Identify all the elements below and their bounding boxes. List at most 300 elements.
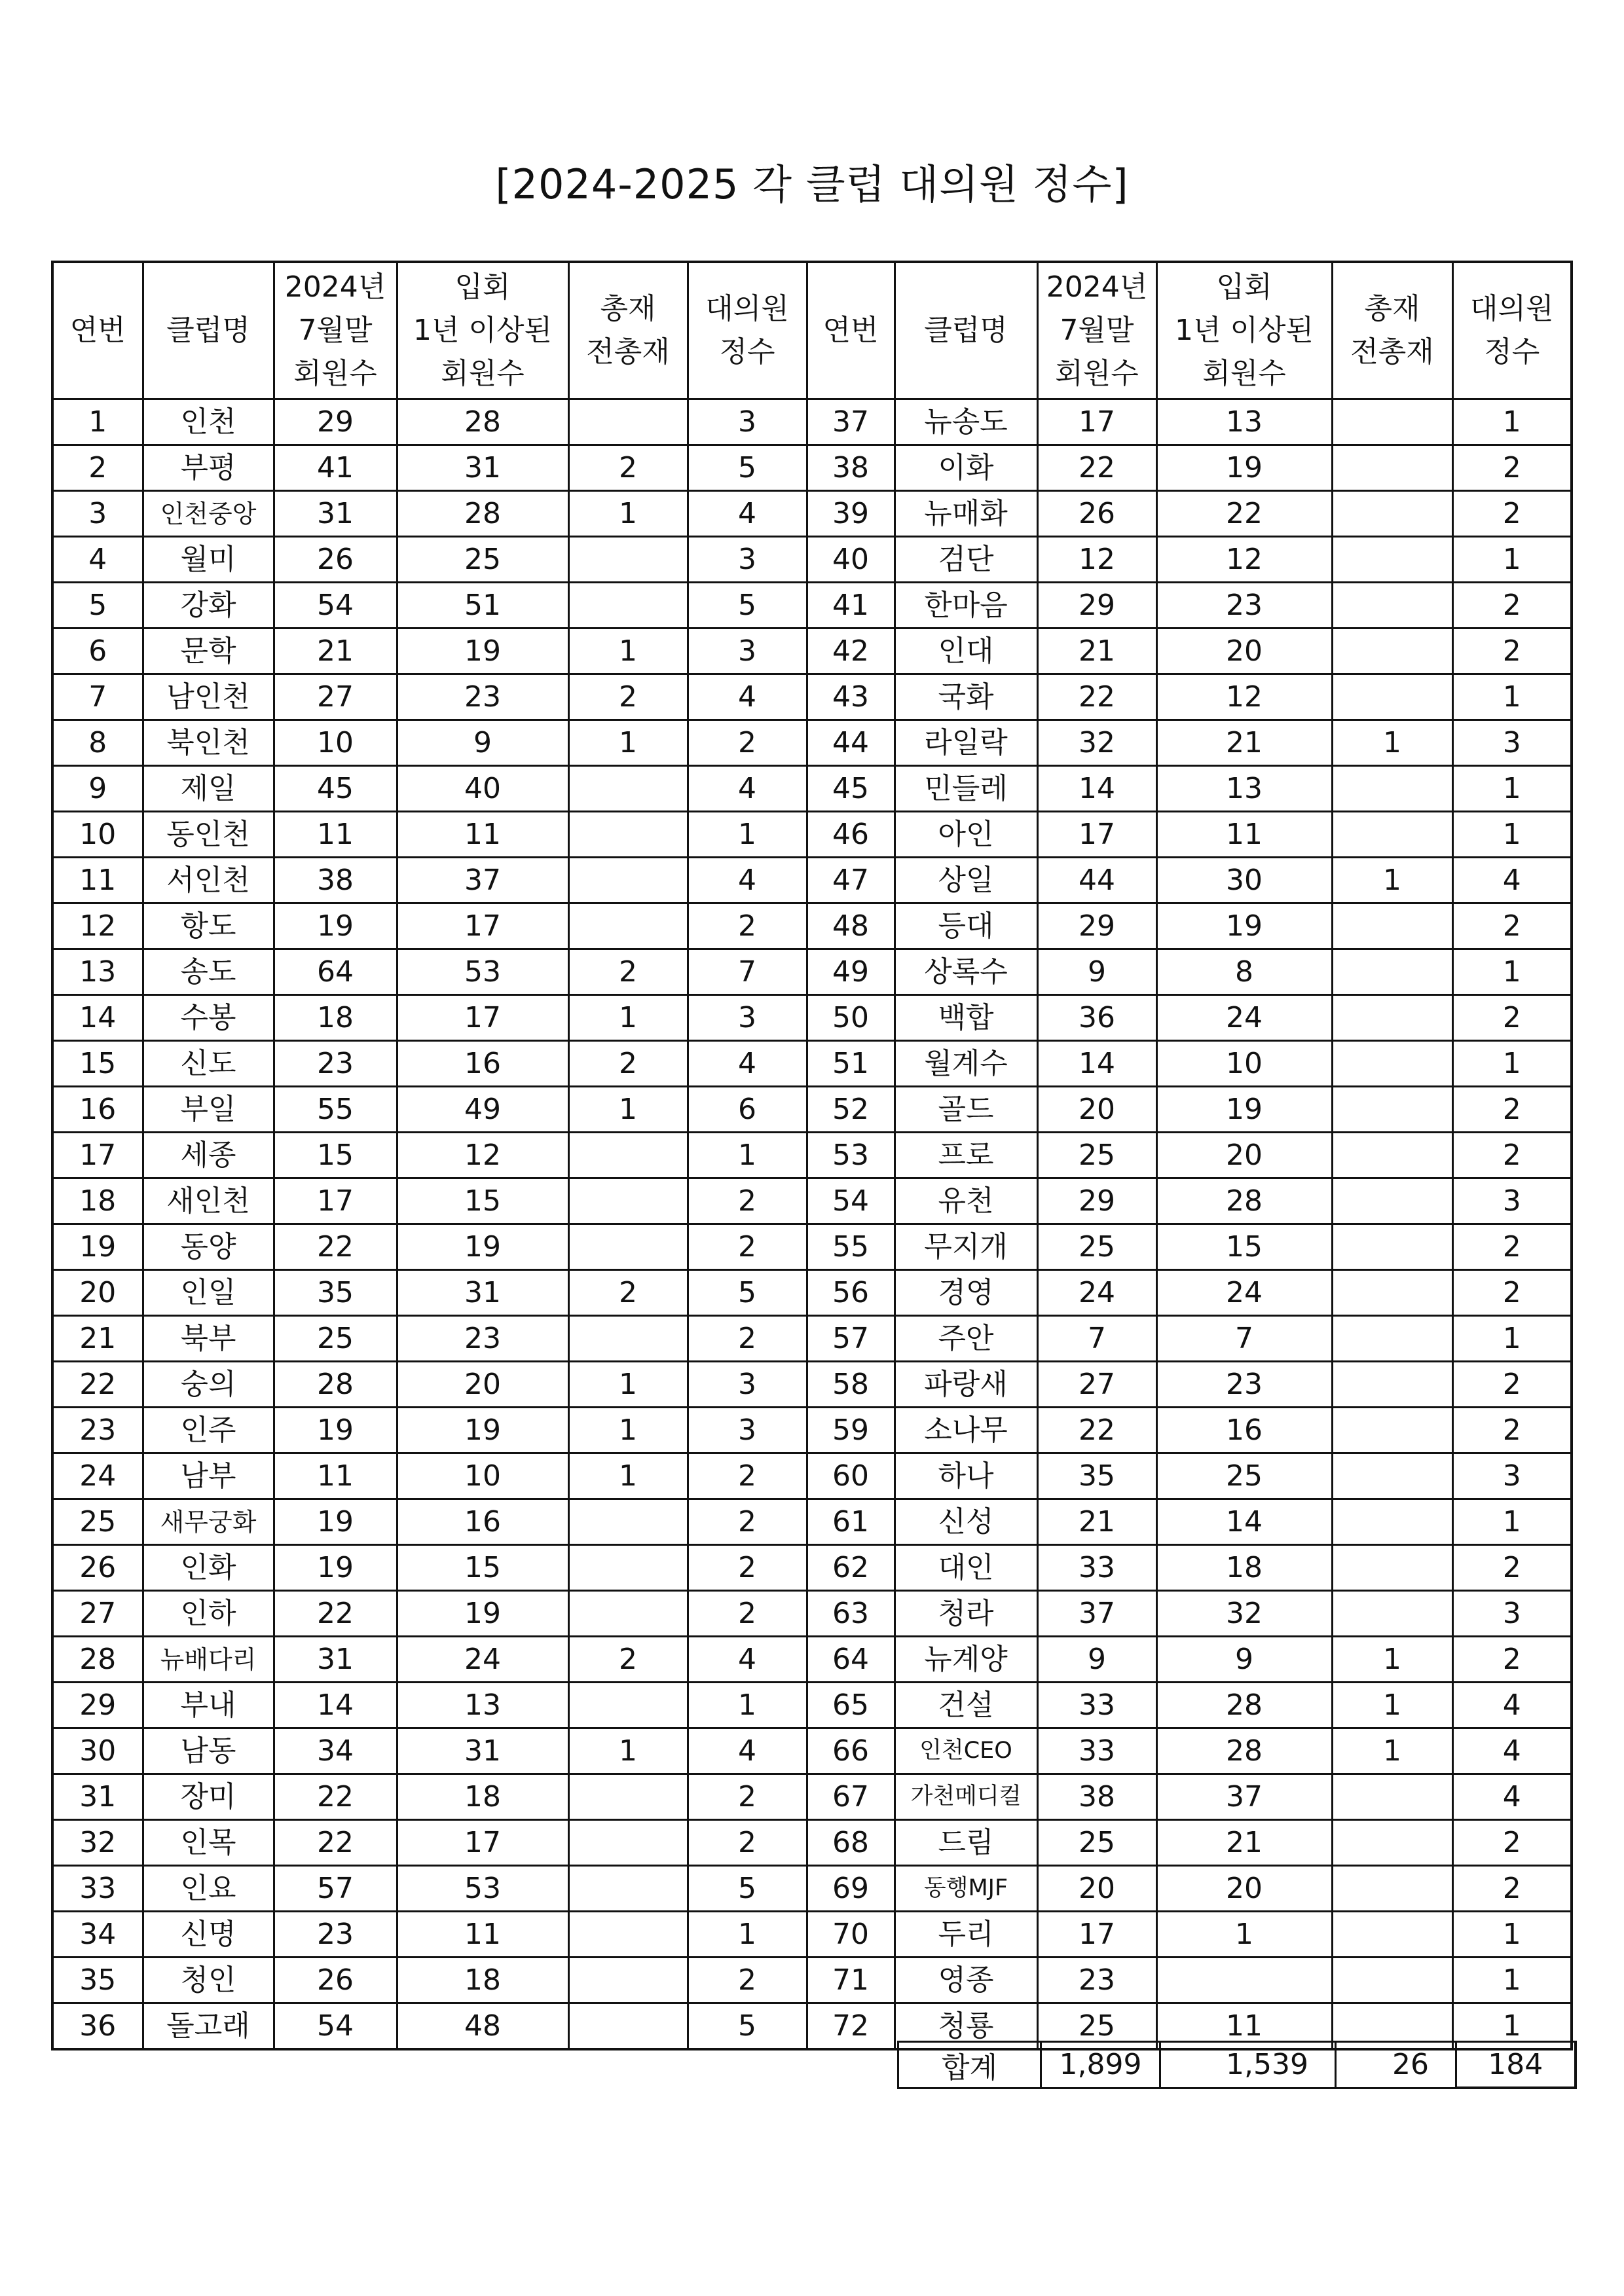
right-cell-members-2024: 35 [1037,1453,1156,1499]
right-cell-transfer [1332,995,1452,1041]
left-cell-delegates: 2 [688,1316,807,1362]
left-cell-no: 11 [52,858,143,903]
right-cell-no: 56 [807,1270,895,1316]
right-cell-members-1yr: 8 [1156,949,1332,995]
right-cell-delegates: 2 [1452,1224,1572,1270]
left-cell-delegates: 4 [688,1637,807,1683]
left-cell-transfer [568,1499,688,1545]
table-row [52,1820,1572,1866]
table-row [52,537,1572,583]
left-cell-members-2024: 11 [274,812,397,858]
right-cell-transfer [1332,445,1452,491]
left-cell-club: 인목 [143,1820,274,1866]
left-cell-delegates: 2 [688,1453,807,1499]
right-cell-members-1yr: 28 [1156,1683,1332,1728]
left-cell-members-1yr: 31 [397,1270,568,1316]
right-cell-no: 48 [807,903,895,949]
right-cell-club: 유천 [895,1178,1037,1224]
right-cell-transfer [1332,1958,1452,2003]
left-cell-delegates: 2 [688,1591,807,1637]
left-cell-delegates: 4 [688,1041,807,1087]
left-cell-transfer: 2 [568,1637,688,1683]
right-cell-delegates: 2 [1452,995,1572,1041]
left-cell-transfer: 1 [568,1408,688,1453]
page-title: [2024-2025 각 클럽 대의원 정수] [495,160,1129,208]
right-cell-delegates: 1 [1452,766,1572,812]
left-cell-members-2024: 35 [274,1270,397,1316]
right-cell-club: 하나 [895,1453,1037,1499]
left-cell-transfer [568,1774,688,1820]
right-cell-delegates: 1 [1452,674,1572,720]
left-cell-no: 10 [52,812,143,858]
left-cell-club: 신명 [143,1912,274,1958]
right-cell-no: 70 [807,1912,895,1958]
left-cell-transfer [568,1820,688,1866]
left-cell-transfer [568,1316,688,1362]
right-cell-transfer [1332,1087,1452,1133]
right-cell-transfer [1332,1591,1452,1637]
left-cell-members-1yr: 12 [397,1133,568,1178]
left-cell-club: 인요 [143,1866,274,1912]
right-cell-members-1yr: 23 [1156,583,1332,629]
left-cell-club: 문학 [143,629,274,674]
left-cell-no: 15 [52,1041,143,1087]
right-cell-transfer [1332,629,1452,674]
right-cell-members-1yr: 25 [1156,1453,1332,1499]
left-cell-members-1yr: 15 [397,1178,568,1224]
right-cell-members-2024: 25 [1037,1133,1156,1178]
left-cell-club: 세종 [143,1133,274,1178]
left-cell-club: 인하 [143,1591,274,1637]
total-delegates: 184 [1456,2042,1576,2088]
table-row [52,399,1572,445]
header-club-right: 클럽명 [895,262,1037,399]
right-cell-club: 동행MJF [895,1866,1037,1912]
right-cell-delegates: 2 [1452,1820,1572,1866]
left-cell-members-1yr: 18 [397,1774,568,1820]
left-cell-transfer: 1 [568,995,688,1041]
left-cell-no: 26 [52,1545,143,1591]
left-cell-club: 인주 [143,1408,274,1453]
right-cell-delegates: 2 [1452,1408,1572,1453]
left-cell-club: 인화 [143,1545,274,1591]
right-cell-no: 66 [807,1728,895,1774]
right-cell-club: 월계수 [895,1041,1037,1087]
right-cell-club: 가천메디컬 [895,1774,1037,1820]
left-cell-club: 청인 [143,1958,274,2003]
right-cell-no: 59 [807,1408,895,1453]
left-cell-delegates: 7 [688,949,807,995]
left-cell-club: 월미 [143,537,274,583]
left-cell-club: 인천 [143,399,274,445]
left-cell-delegates: 3 [688,1362,807,1408]
right-cell-members-1yr: 28 [1156,1728,1332,1774]
left-cell-club: 서인천 [143,858,274,903]
right-cell-no: 44 [807,720,895,766]
right-cell-members-1yr: 21 [1156,1820,1332,1866]
left-cell-delegates: 2 [688,903,807,949]
left-cell-club: 장미 [143,1774,274,1820]
table-row [52,1270,1572,1316]
right-cell-members-2024: 22 [1037,674,1156,720]
left-cell-delegates: 5 [688,1270,807,1316]
right-cell-club: 소나무 [895,1408,1037,1453]
left-cell-members-2024: 31 [274,491,397,537]
right-cell-no: 67 [807,1774,895,1820]
left-cell-transfer [568,1591,688,1637]
right-cell-no: 54 [807,1178,895,1224]
left-cell-delegates: 2 [688,1224,807,1270]
left-cell-members-2024: 19 [274,1545,397,1591]
table-row [52,1958,1572,2003]
right-cell-members-1yr: 13 [1156,766,1332,812]
total-transfer: 26 [1336,2042,1456,2088]
left-cell-members-2024: 29 [274,399,397,445]
left-cell-no: 21 [52,1316,143,1362]
right-cell-transfer [1332,1178,1452,1224]
right-cell-club: 인천CEO [895,1728,1037,1774]
left-cell-members-2024: 19 [274,1408,397,1453]
left-cell-delegates: 5 [688,2003,807,2050]
left-cell-no: 28 [52,1637,143,1683]
right-cell-transfer: 1 [1332,720,1452,766]
right-cell-transfer: 1 [1332,858,1452,903]
right-cell-club: 대인 [895,1545,1037,1591]
left-cell-club: 부평 [143,445,274,491]
right-cell-members-1yr: 22 [1156,491,1332,537]
left-cell-members-1yr: 25 [397,537,568,583]
right-cell-club: 한마음 [895,583,1037,629]
right-cell-club: 드림 [895,1820,1037,1866]
right-cell-club: 청룡 [895,2003,1037,2050]
right-cell-members-1yr: 21 [1156,720,1332,766]
left-cell-transfer: 2 [568,1041,688,1087]
right-cell-no: 39 [807,491,895,537]
left-cell-club: 남부 [143,1453,274,1499]
table-row [52,1728,1572,1774]
left-cell-transfer: 2 [568,445,688,491]
left-cell-club: 남동 [143,1728,274,1774]
right-cell-club: 아인 [895,812,1037,858]
left-cell-members-2024: 18 [274,995,397,1041]
left-cell-club: 북인천 [143,720,274,766]
right-cell-members-1yr: 7 [1156,1316,1332,1362]
left-cell-delegates: 2 [688,1958,807,2003]
left-cell-members-2024: 34 [274,1728,397,1774]
left-cell-club: 신도 [143,1041,274,1087]
left-cell-transfer [568,1958,688,2003]
right-cell-no: 60 [807,1453,895,1499]
table-row [52,766,1572,812]
right-cell-delegates: 4 [1452,858,1572,903]
right-cell-members-1yr: 12 [1156,537,1332,583]
left-cell-transfer: 1 [568,720,688,766]
left-cell-members-1yr: 20 [397,1362,568,1408]
left-cell-no: 17 [52,1133,143,1178]
table-row [52,1683,1572,1728]
left-cell-members-1yr: 17 [397,1820,568,1866]
right-cell-delegates: 3 [1452,1591,1572,1637]
table-row [52,1178,1572,1224]
right-cell-delegates: 2 [1452,1637,1572,1683]
header-row [52,262,1572,399]
left-cell-members-1yr: 17 [397,995,568,1041]
right-cell-delegates: 1 [1452,2003,1572,2050]
left-cell-members-1yr: 23 [397,1316,568,1362]
right-cell-members-2024: 20 [1037,1087,1156,1133]
right-cell-no: 57 [807,1316,895,1362]
right-cell-members-1yr: 11 [1156,2003,1332,2050]
table-row [52,1912,1572,1958]
left-cell-delegates: 4 [688,858,807,903]
left-cell-delegates: 3 [688,995,807,1041]
table-row [52,1041,1572,1087]
right-cell-no: 55 [807,1224,895,1270]
table-row [52,445,1572,491]
right-cell-delegates: 2 [1452,1866,1572,1912]
right-cell-members-1yr: 37 [1156,1774,1332,1820]
total-row [898,2042,1576,2088]
right-cell-members-2024: 29 [1037,903,1156,949]
left-cell-members-1yr: 19 [397,1408,568,1453]
right-cell-members-2024: 14 [1037,766,1156,812]
right-cell-club: 건설 [895,1683,1037,1728]
right-cell-members-2024: 22 [1037,1408,1156,1453]
right-cell-club: 프로 [895,1133,1037,1178]
left-cell-transfer [568,2003,688,2050]
right-cell-transfer [1332,1912,1452,1958]
left-cell-members-1yr: 31 [397,1728,568,1774]
left-cell-members-2024: 23 [274,1041,397,1087]
header-delegates: 대의원 정수 [688,262,807,399]
left-cell-club: 남인천 [143,674,274,720]
left-cell-members-2024: 15 [274,1133,397,1178]
table-row [52,1408,1572,1453]
table-body [52,399,1572,2050]
right-cell-club: 민들레 [895,766,1037,812]
right-cell-members-2024: 32 [1037,720,1156,766]
left-cell-transfer: 1 [568,629,688,674]
left-cell-members-1yr: 23 [397,674,568,720]
left-cell-members-1yr: 28 [397,491,568,537]
left-cell-transfer [568,903,688,949]
right-cell-members-2024: 26 [1037,491,1156,537]
left-cell-members-2024: 26 [274,537,397,583]
left-cell-delegates: 6 [688,1087,807,1133]
right-cell-delegates: 2 [1452,491,1572,537]
right-cell-transfer [1332,583,1452,629]
left-cell-transfer [568,1545,688,1591]
right-cell-members-1yr: 13 [1156,399,1332,445]
right-cell-delegates: 1 [1452,812,1572,858]
right-cell-members-2024: 27 [1037,1362,1156,1408]
right-cell-members-2024: 17 [1037,1912,1156,1958]
table-row [52,674,1572,720]
right-cell-delegates: 2 [1452,1362,1572,1408]
right-cell-transfer [1332,1499,1452,1545]
left-cell-delegates: 3 [688,1408,807,1453]
right-cell-members-2024: 37 [1037,1591,1156,1637]
right-cell-members-2024: 29 [1037,1178,1156,1224]
header-members-1yr-right: 입회 1년 이상된 회원수 [1156,262,1332,399]
left-cell-members-1yr: 16 [397,1499,568,1545]
right-cell-no: 63 [807,1591,895,1637]
right-cell-transfer [1332,1224,1452,1270]
header-members-1yr: 입회 1년 이상된 회원수 [397,262,568,399]
right-cell-transfer [1332,1362,1452,1408]
right-cell-delegates: 1 [1452,949,1572,995]
left-cell-members-2024: 55 [274,1087,397,1133]
header-transfer: 총재 전총재 [568,262,688,399]
left-cell-members-2024: 19 [274,1499,397,1545]
left-cell-no: 5 [52,583,143,629]
right-cell-members-2024: 21 [1037,629,1156,674]
right-cell-members-2024: 25 [1037,2003,1156,2050]
left-cell-no: 14 [52,995,143,1041]
left-cell-delegates: 3 [688,537,807,583]
right-cell-members-2024: 9 [1037,949,1156,995]
left-cell-members-2024: 26 [274,1958,397,2003]
right-cell-members-1yr: 28 [1156,1178,1332,1224]
left-cell-members-2024: 10 [274,720,397,766]
right-cell-no: 43 [807,674,895,720]
left-cell-members-2024: 64 [274,949,397,995]
left-cell-club: 동인천 [143,812,274,858]
left-cell-no: 24 [52,1453,143,1499]
right-cell-no: 50 [807,995,895,1041]
left-cell-transfer [568,1866,688,1912]
right-cell-members-2024: 33 [1037,1683,1156,1728]
left-cell-no: 3 [52,491,143,537]
right-cell-club: 무지개 [895,1224,1037,1270]
left-cell-delegates: 1 [688,1912,807,1958]
left-cell-members-1yr: 53 [397,949,568,995]
header-no-right: 연번 [807,262,895,399]
left-cell-delegates: 2 [688,1178,807,1224]
left-cell-no: 9 [52,766,143,812]
left-cell-club: 송도 [143,949,274,995]
left-cell-members-2024: 38 [274,858,397,903]
left-cell-members-1yr: 15 [397,1545,568,1591]
table-row [52,1316,1572,1362]
right-cell-club: 백합 [895,995,1037,1041]
left-cell-delegates: 4 [688,766,807,812]
table-row [52,1453,1572,1499]
right-cell-club: 신성 [895,1499,1037,1545]
left-cell-delegates: 2 [688,720,807,766]
right-cell-club: 등대 [895,903,1037,949]
right-cell-club: 경영 [895,1270,1037,1316]
right-cell-members-2024: 33 [1037,1545,1156,1591]
right-cell-delegates: 2 [1452,629,1572,674]
table-row [52,903,1572,949]
right-cell-members-1yr: 14 [1156,1499,1332,1545]
left-cell-club: 인천중앙 [143,491,274,537]
left-cell-members-1yr: 28 [397,399,568,445]
left-cell-delegates: 3 [688,629,807,674]
left-cell-no: 31 [52,1774,143,1820]
left-cell-members-1yr: 37 [397,858,568,903]
right-cell-delegates: 1 [1452,399,1572,445]
right-cell-members-2024: 23 [1037,1958,1156,2003]
left-cell-members-1yr: 51 [397,583,568,629]
left-cell-members-2024: 31 [274,1637,397,1683]
left-cell-members-2024: 28 [274,1362,397,1408]
table-row [52,629,1572,674]
right-cell-delegates: 3 [1452,720,1572,766]
right-cell-club: 뉴매화 [895,491,1037,537]
right-cell-delegates: 2 [1452,903,1572,949]
table-row [52,1133,1572,1178]
left-cell-delegates: 5 [688,1866,807,1912]
left-cell-delegates: 1 [688,1683,807,1728]
left-cell-members-2024: 19 [274,903,397,949]
left-cell-transfer [568,1178,688,1224]
right-cell-no: 40 [807,537,895,583]
left-cell-members-1yr: 31 [397,445,568,491]
left-cell-no: 34 [52,1912,143,1958]
left-cell-delegates: 4 [688,1728,807,1774]
left-cell-no: 33 [52,1866,143,1912]
right-cell-no: 51 [807,1041,895,1087]
right-cell-transfer [1332,399,1452,445]
right-cell-members-1yr: 20 [1156,1866,1332,1912]
left-cell-no: 27 [52,1591,143,1637]
right-cell-no: 72 [807,2003,895,2050]
left-cell-delegates: 2 [688,1499,807,1545]
right-cell-members-2024: 33 [1037,1728,1156,1774]
table-row [52,1087,1572,1133]
total-row-table [897,2041,1577,2089]
header-transfer-right: 총재 전총재 [1332,262,1452,399]
left-cell-club: 수봉 [143,995,274,1041]
left-cell-transfer [568,1912,688,1958]
left-cell-club: 뉴배다리 [143,1637,274,1683]
left-cell-transfer [568,537,688,583]
right-cell-no: 64 [807,1637,895,1683]
left-cell-members-1yr: 19 [397,1224,568,1270]
left-cell-members-1yr: 24 [397,1637,568,1683]
right-cell-members-2024: 44 [1037,858,1156,903]
left-cell-club: 부일 [143,1087,274,1133]
right-cell-delegates: 2 [1452,1133,1572,1178]
left-cell-club: 새무궁화 [143,1499,274,1545]
right-cell-members-1yr: 30 [1156,858,1332,903]
table-row [52,491,1572,537]
left-cell-members-1yr: 11 [397,812,568,858]
right-cell-no: 68 [807,1820,895,1866]
right-cell-no: 45 [807,766,895,812]
right-cell-no: 38 [807,445,895,491]
right-cell-club: 인대 [895,629,1037,674]
right-cell-members-2024: 25 [1037,1820,1156,1866]
right-cell-members-1yr: 18 [1156,1545,1332,1591]
right-cell-members-2024: 7 [1037,1316,1156,1362]
right-cell-club: 상일 [895,858,1037,903]
right-cell-club: 골드 [895,1087,1037,1133]
left-cell-club: 동양 [143,1224,274,1270]
left-cell-members-2024: 27 [274,674,397,720]
left-cell-members-1yr: 49 [397,1087,568,1133]
left-cell-members-2024: 17 [274,1178,397,1224]
left-cell-no: 20 [52,1270,143,1316]
left-cell-delegates: 1 [688,812,807,858]
right-cell-members-2024: 17 [1037,399,1156,445]
right-cell-members-2024: 38 [1037,1774,1156,1820]
left-cell-transfer [568,583,688,629]
right-cell-transfer: 1 [1332,1728,1452,1774]
left-cell-members-1yr: 19 [397,629,568,674]
